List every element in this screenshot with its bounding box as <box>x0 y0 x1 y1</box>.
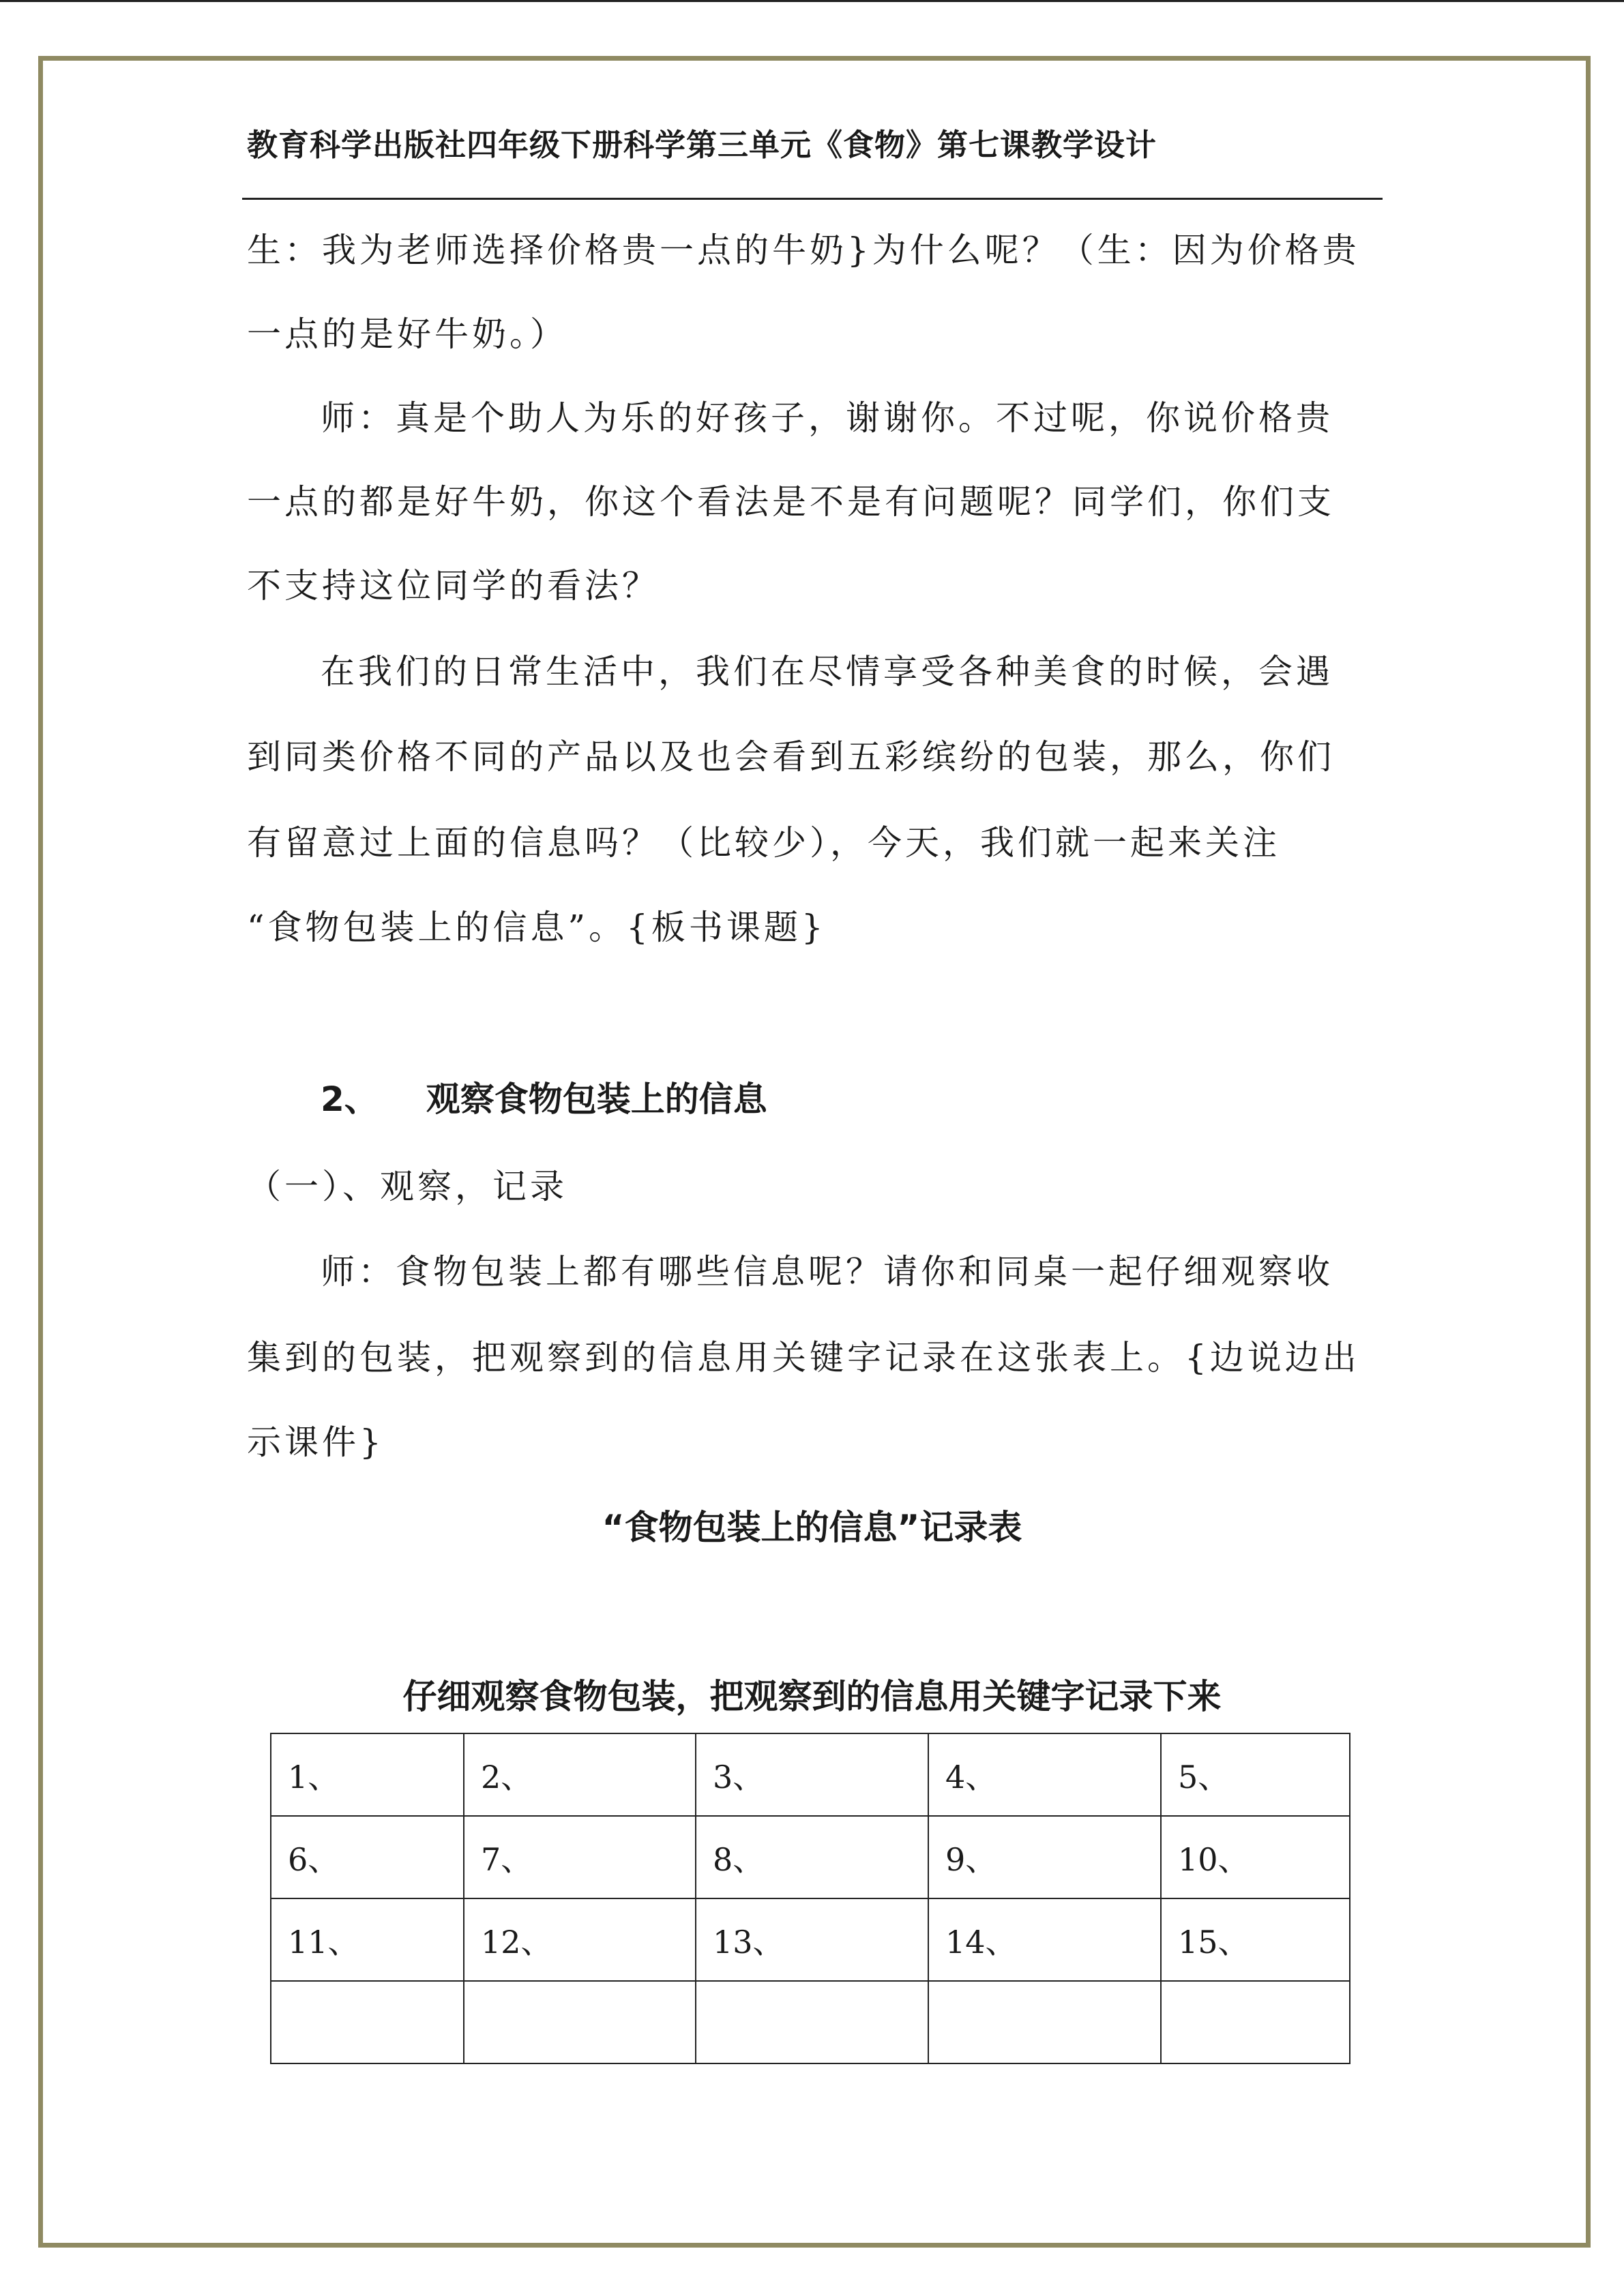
table-cell: 11、 <box>271 1898 464 1981</box>
table-row <box>271 1981 1350 2063</box>
table-cell <box>928 1981 1161 2063</box>
table-cell: 4、 <box>928 1733 1161 1816</box>
table-cell <box>271 1981 464 2063</box>
table-cell <box>696 1981 928 2063</box>
table-cell: 6、 <box>271 1816 464 1898</box>
document-header-title: 教育科学出版社四年级下册科学第三单元《食物》第七课教学设计 <box>247 127 1157 163</box>
table-row <box>271 1816 1350 1898</box>
table-cell <box>1161 1981 1350 2063</box>
table-row <box>271 1733 1350 1816</box>
body-line-1: 生：我为老师选择价格贵一点的牛奶}为什么呢？（生：因为价格贵 <box>247 230 1360 270</box>
table-cell: 1、 <box>271 1733 464 1816</box>
table-cell: 2、 <box>464 1733 696 1816</box>
table-cell: 14、 <box>928 1898 1161 1981</box>
header-rule <box>242 198 1383 200</box>
table-row <box>271 1898 1350 1981</box>
body-line-5: 不支持这位同学的看法？ <box>247 566 660 606</box>
table-cell: 12、 <box>464 1898 696 1981</box>
section-line-2: 集到的包装，把观察到的信息用关键字记录在这张表上。{边说边出 <box>247 1338 1360 1377</box>
record-table <box>270 1733 1350 2064</box>
body-line-6: 在我们的日常生活中，我们在尽情享受各种美食的时候，会遇 <box>321 652 1333 691</box>
section-line-1: 师：食物包装上都有哪些信息呢？请你和同桌一起仔细观察收 <box>321 1252 1333 1292</box>
section-number: 2、 <box>321 1079 379 1119</box>
body-line-7: 到同类价格不同的产品以及也会看到五彩缤纷的包装，那么，你们 <box>247 737 1335 777</box>
table-cell <box>464 1981 696 2063</box>
table-cell: 3、 <box>696 1733 928 1816</box>
table-cell: 8、 <box>696 1816 928 1898</box>
table-cell: 13、 <box>696 1898 928 1981</box>
section-heading <box>321 1072 767 1121</box>
section-subheading: （一）、观察，记录 <box>247 1167 567 1206</box>
record-table-instruction: 仔细观察食物包装，把观察到的信息用关键字记录下来 <box>402 1677 1222 1716</box>
section-line-3: 示课件} <box>247 1422 385 1462</box>
body-line-4: 一点的都是好牛奶，你这个看法是不是有问题呢？同学们，你们支 <box>247 482 1335 522</box>
section-title: 观察食物包装上的信息 <box>426 1079 767 1119</box>
body-line-8: 有留意过上面的信息吗？（比较少），今天，我们就一起来关注 <box>247 823 1280 863</box>
record-table-title: “食物包装上的信息”记录表 <box>602 1508 1022 1547</box>
table-cell: 9、 <box>928 1816 1161 1898</box>
table-cell: 15、 <box>1161 1898 1350 1981</box>
body-line-2: 一点的是好牛奶。） <box>247 314 567 354</box>
table-cell: 10、 <box>1161 1816 1350 1898</box>
body-line-9: “食物包装上的信息”。{板书课题} <box>247 908 827 947</box>
page-top-edge <box>0 0 1624 2</box>
table-cell: 7、 <box>464 1816 696 1898</box>
table-cell: 5、 <box>1161 1733 1350 1816</box>
body-line-3: 师：真是个助人为乐的好孩子，谢谢你。不过呢，你说价格贵 <box>321 398 1333 438</box>
